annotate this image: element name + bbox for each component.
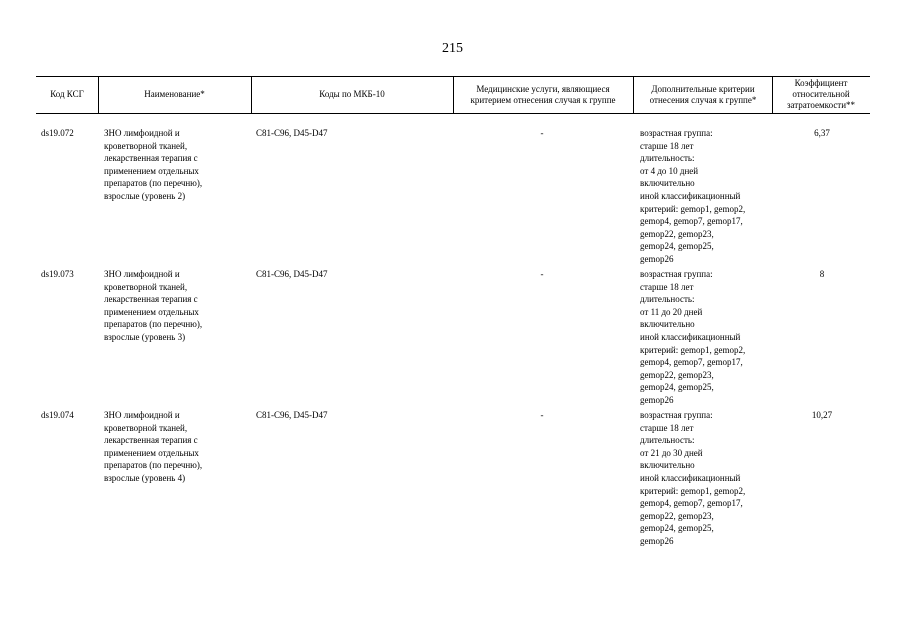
ksg-code: ds19.074 [41,410,74,420]
header-coefficient: Коэффициент относительной затратоемкости** [786,78,856,110]
header-mkb: Коды по МКБ-10 [319,89,385,99]
coefficient: 10,27 [811,410,833,420]
coefficient: 6,37 [814,128,830,138]
ksg-code: ds19.073 [41,269,74,279]
additional-criteria: возрастная группа: старше 18 лет длительность: от 21 до 30 дней включительно иной классификационный критерий: gemop1, gemop2, gemop4, gemop7, gemop17, gemop22, gemop23, gemop24, gemop25, gemop26 [640,410,746,546]
mkb-codes: C81-C96, D45-D47 [256,128,328,138]
medical-services: - [540,269,544,279]
ksg-name: ЗНО лимфоидной и кроветворной тканей, лекарственная терапия с применением отдельных препаратов (по перечню), взрослые (уровень 4) [104,410,203,483]
medical-services: - [540,128,544,138]
additional-criteria: возрастная группа: старше 18 лет длительность: от 11 до 20 дней включительно иной классификационный критерий: gemop1, gemop2, gemop4, gemop7, gemop17, gemop22, gemop23, gemop24, gemop25, gemop26 [640,269,746,405]
column-divider [633,76,634,113]
ksg-code: ds19.072 [41,128,74,138]
additional-criteria: возрастная группа: старше 18 лет длительность: от 4 до 10 дней включительно иной классификационный критерий: gemop1, gemop2, gemop4, gemop7, gemop17, gemop22, gemop23, gemop24, gemop25, gemop26 [640,128,746,264]
ksg-name: ЗНО лимфоидной и кроветворной тканей, лекарственная терапия с применением отдельных препаратов (по перечню), взрослые (уровень 2) [104,128,203,201]
column-divider [453,76,454,113]
header-bottom-rule [36,113,870,114]
header-code: Код КСГ [50,89,84,99]
mkb-codes: C81-C96, D45-D47 [256,269,328,279]
mkb-codes: C81-C96, D45-D47 [256,410,328,420]
header-medical-services: Медицинские услуги, являющиеся критерием отнесения случая к группе [470,83,616,105]
page-number: 215 [442,41,463,56]
column-divider [772,76,773,113]
header-additional-criteria: Дополнительные критерии отнесения случая к группе* [649,83,757,105]
ksg-name: ЗНО лимфоидной и кроветворной тканей, лекарственная терапия с применением отдельных препаратов (по перечню), взрослые (уровень 3) [104,269,203,342]
coefficient: 8 [819,269,825,279]
header-name: Наименование* [144,89,205,99]
medical-services: - [540,410,544,420]
